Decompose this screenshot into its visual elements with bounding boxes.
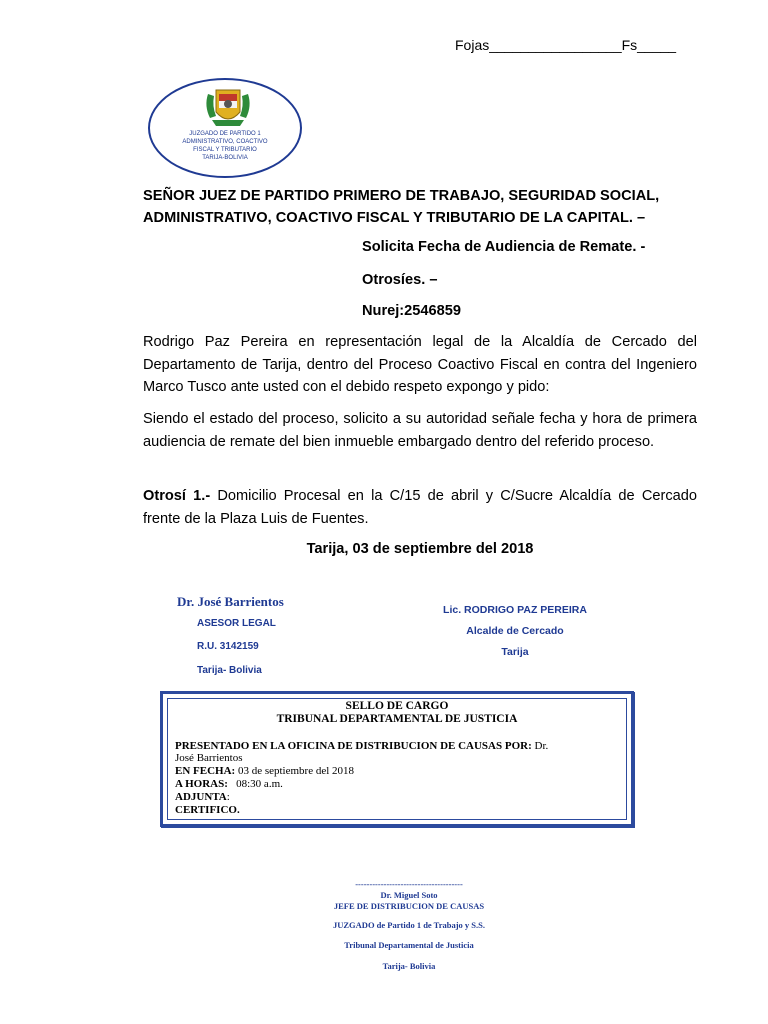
footer-title: JEFE DE DISTRIBUCION DE CAUSAS [333,901,485,911]
stamp-title: SELLO DE CARGO [345,700,449,712]
seal-line: ADMINISTRATIVO, COACTIVO [182,139,268,145]
footer-tribunal: Tribunal Departamental de Justicia [344,940,474,950]
otrosi-text: Domicilio Procesal en la C/15 de abril y C/Sucre Alcaldía de Cercado frente de la Plaza Luis de Fuentes. [143,488,697,527]
court-seal [148,78,302,178]
otrosies-label: Otrosíes. – [362,272,438,288]
addressee-line: ADMINISTRATIVO, COACTIVO FISCAL Y TRIBUTARIO DE LA CAPITAL. – [143,210,646,226]
signature-left-ru: R.U. 3142159 [197,641,259,652]
stamp-attachment-value: : [226,791,230,803]
footer-place: Tarija- Bolivia [382,961,436,971]
signature-right-place: Tarija [501,646,529,658]
otrosi-label: Otrosí 1.- [143,488,211,504]
footer-court: JUZGADO de Partido 1 de Trabajo y S.S. [333,920,485,930]
stamp-date-value: 03 de septiembre del 2018 [235,765,355,777]
signature-right [420,604,610,664]
stamp-subtitle: TRIBUNAL DEPARTAMENTAL DE JUSTICIA [276,713,518,725]
stamp-presented-value: Dr. [531,740,549,752]
request-summary: Solicita Fecha de Audiencia de Remate. - [362,239,646,255]
footer-name: Dr. Miguel Soto [380,890,438,900]
seal-line: TARIJA-BOLIVIA [202,155,248,161]
signature-left-name: Dr. José Barrientos [177,594,284,609]
seal-line: JUZGADO DE PARTIDO 1 [189,131,261,137]
stamp-attachment-label: ADJUNTA [175,791,227,803]
stamp-presented-label: PRESENTADO EN LA OFICINA DE DISTRIBUCION DE CAUSAS POR: [175,740,532,752]
stamp-time-value: 08:30 a.m. [227,778,283,790]
stamp-date [175,765,615,777]
signature-right-name: Lic. RODRIGO PAZ PEREIRA [443,604,587,616]
fojas-line: Fojas_________________Fs_____ [455,37,677,53]
seal-line: FISCAL Y TRIBUTARIO [193,147,257,153]
date-line: Tarija, 03 de septiembre del 2018 [306,541,534,557]
body-paragraph-2: Siendo el estado del proceso, solicito a su autoridad señale fecha y hora de primera audiencia de remate del bien inmueble embargado dentro del referido proceso. [143,411,697,450]
stamp-certify-label: CERTIFICO. [175,804,240,816]
signature-right-title: Alcalde de Cercado [466,625,564,637]
signature-left-title: ASESOR LEGAL [197,618,276,629]
stamp-certify [175,804,615,816]
stamp-attachment [175,791,615,803]
seal-text [150,130,300,162]
stamp-time-label: A HORAS: [175,778,228,790]
signature-line: -------------------------------------- [355,879,463,889]
otrosi-paragraph [143,485,697,530]
receipt-stamp [160,691,634,827]
nurej-number: Nurej:2546859 [362,303,461,319]
signature-left-place: Tarija- Bolivia [197,665,262,676]
coat-of-arms-icon [202,86,254,128]
body-paragraph-1: Rodrigo Paz Pereira en representación legal de la Alcaldía de Cercado del Departamento de Tarija, dentro del Proceso Coactivo Fiscal en contra del Ingeniero Marco Tusco ante usted con el debido respeto expongo y pido: [143,334,697,395]
stamp-date-label: EN FECHA: [175,765,236,777]
stamp-time [175,778,615,790]
addressee-heading [143,185,703,229]
addressee-line: SEÑOR JUEZ DE PARTIDO PRIMERO DE TRABAJO, SEGURIDAD SOCIAL, [143,188,660,204]
stamp-presented [175,740,615,752]
stamp-presented-name: José Barrientos [175,752,243,764]
